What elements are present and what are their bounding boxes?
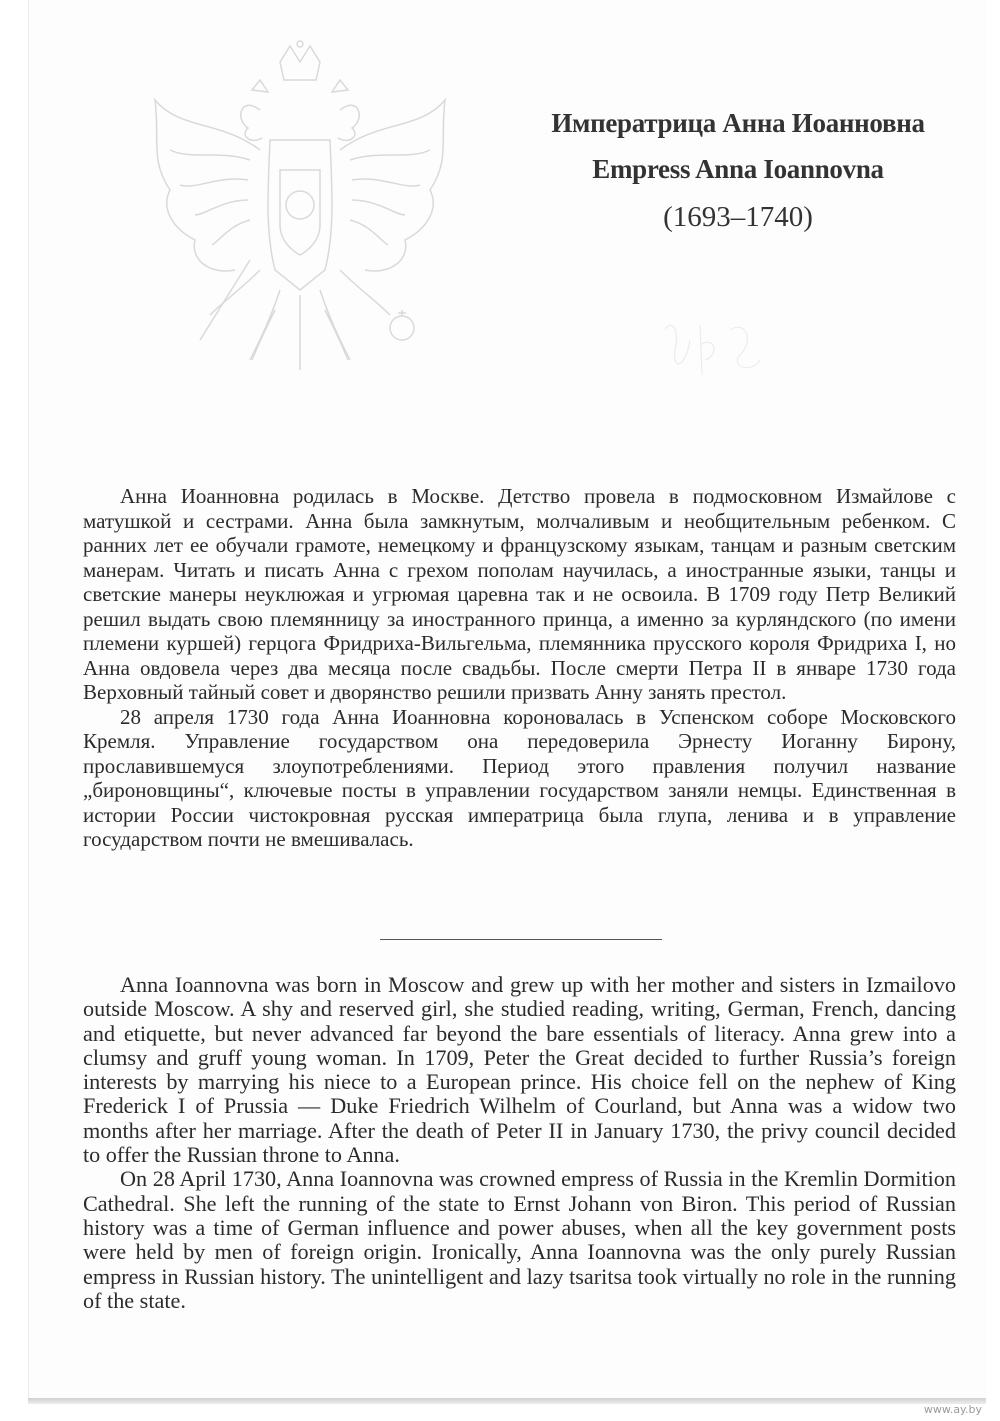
title-english: Empress Anna Ioannovna xyxy=(592,154,884,184)
english-paragraph: On 28 April 1730, Anna Ioannovna was crowned empress of Russia in the Kremlin Dormition Cathedral. She left the running of the state to Ernst Johann von Biron. This period of Russian history was a time of German influence and power abuses, when all the key government posts were held by men of foreign origin. Ironically, Anna Ioannovna was the only purely Russian empress in Russian history. The unintelligent and lazy tsaritsa took virtually no role in the running of the state. xyxy=(83,1166,956,1313)
english-paragraph: Anna Ioannovna was born in Moscow and grew up with her mother and sisters in Izmailovo outside Moscow. A shy and reserved girl, she studied reading, writing, German, French, dancing and etiquette, but never advanced far beyond the bare essentials of literacy. Anna grew into a clumsy and gruff young woman. In 1709, Peter the Great decided to further Russia’s foreign interests by marrying his niece to a European prince. His choice fell on the nephew of King Frederick I of Prussia — Duke Friedrich Wilhelm of Courland, but Anna was a widow two months after her marriage. After the death of Peter II in January 1730, the privy council decided to offer the Russian throne to Anna. xyxy=(83,972,956,1168)
double-headed-eagle-icon xyxy=(140,40,460,390)
watermark: www.ay.by xyxy=(923,1403,982,1416)
page-shadow xyxy=(28,1398,986,1404)
english-text xyxy=(83,973,956,1313)
russian-text xyxy=(83,484,956,852)
section-divider xyxy=(380,939,662,940)
russian-paragraph: 28 апреля 1730 года Анна Иоанновна короновалась в Успенском соборе Московского Кремля. Управление государством она передоверила Эрнесту Иоганну Бирону, прославившемуся злоупотреблениями. Период этого правления получил название „бироновщины“, ключевые посты в управлении государством заняли немцы. Единственная в истории России чистокровная русская императрица была глупа, ленива и в управление государством почти не вмешивалась. xyxy=(83,704,956,851)
faint-ink-mark xyxy=(660,300,770,400)
life-dates: (1693–1740) xyxy=(663,201,813,233)
title-block xyxy=(470,100,1000,240)
russian-paragraph: Анна Иоанновна родилась в Москве. Детство провела в подмосковном Измайлове с матушкой и сестрами. Анна была замкнутым, молчаливым и необщительным ребенком. С ранних лет ее обучали грамоте, немецкому и французскому языкам, танцам и разным светским манерам. Читать и писать Анна с грехом пополам научилась, а иностранные языки, танцы и светские манеры неуклюжая и угрюмая царевна так и не освоила. В 1709 году Петр Великий решил выдать свою племянницу за иностранного принца, а именно за курляндского (по имени племени куршей) герцога Фридриха-Вильгельма, племянника прусского короля Фридриха I, но Анна овдовела через два месяца после свадьбы. После смерти Петра II в январе 1730 года Верховный тайный совет и дворянство решили призвать Анну занять престол. xyxy=(83,484,956,704)
title-russian: Императрица Анна Иоанновна xyxy=(551,108,925,138)
